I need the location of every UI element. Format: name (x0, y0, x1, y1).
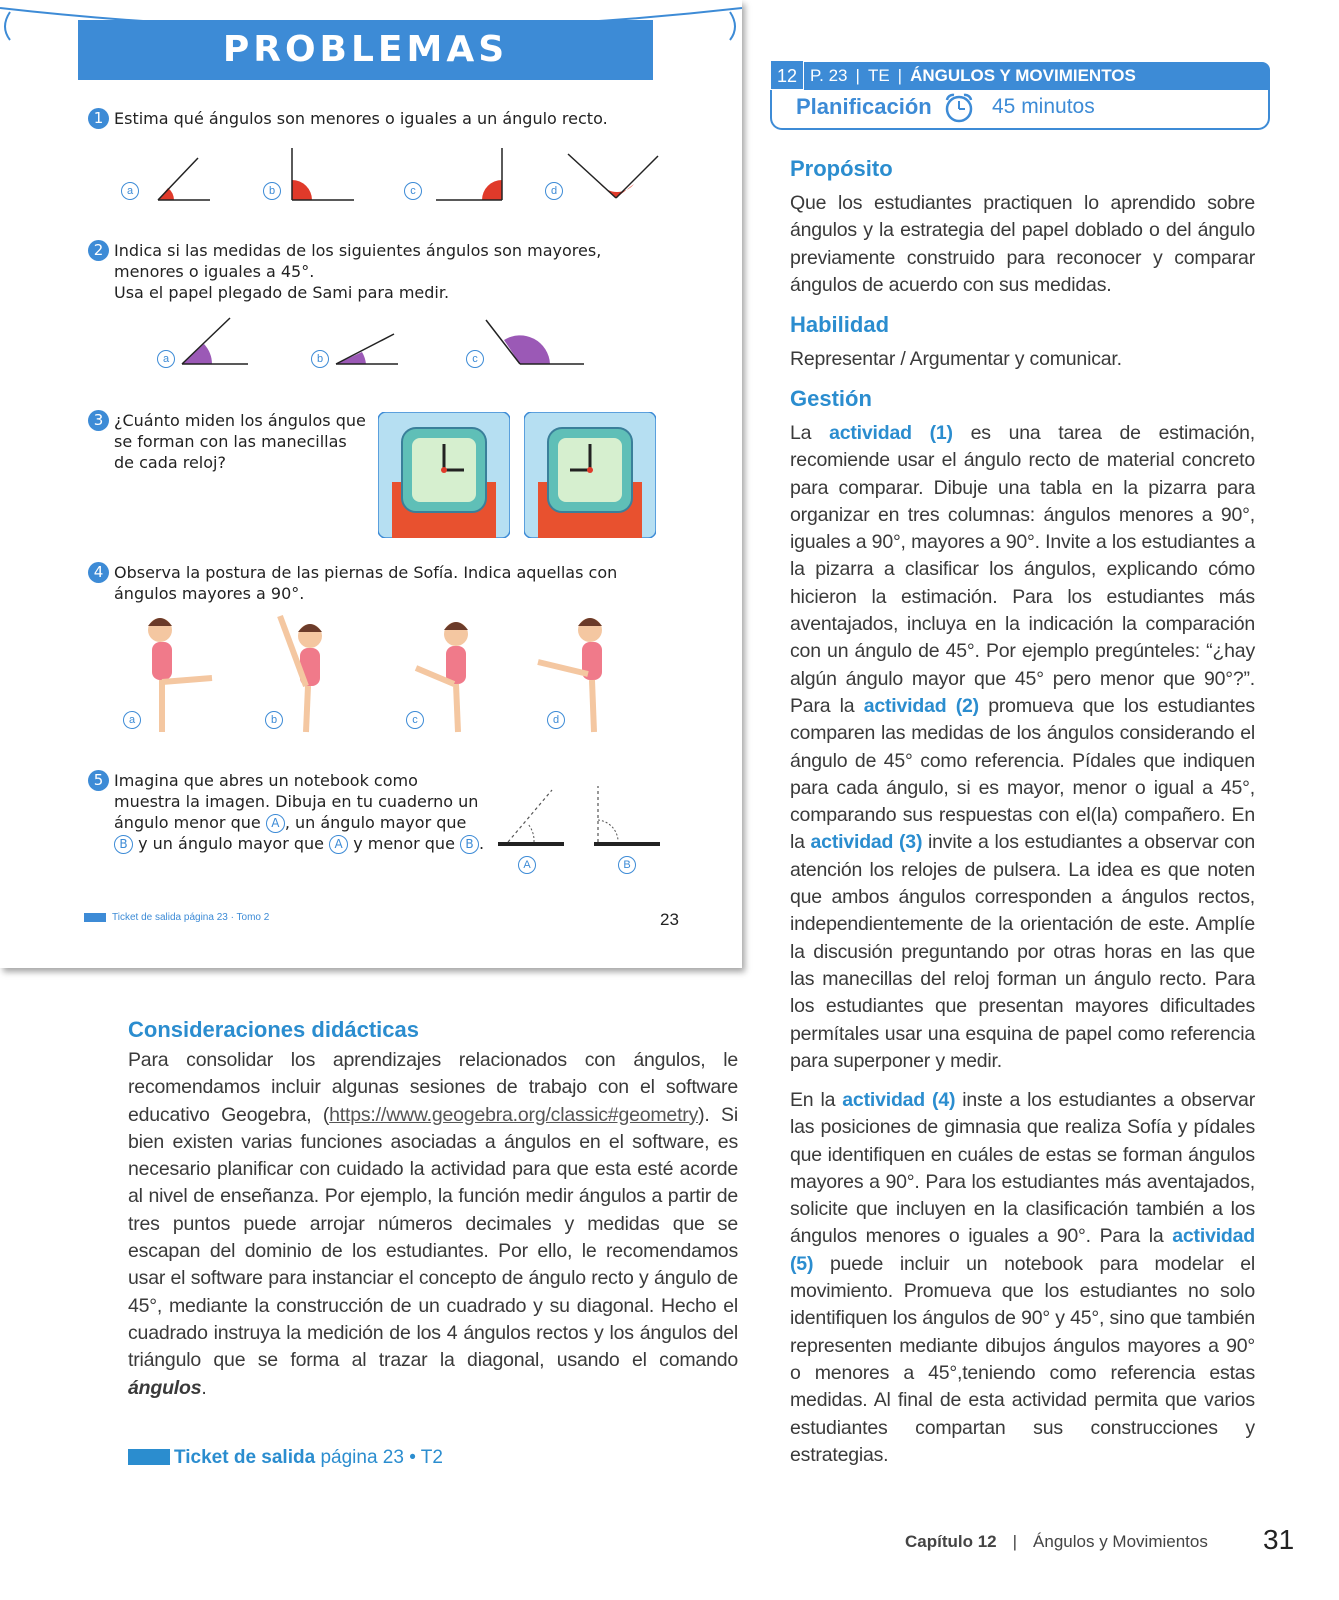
gymnast-figures (120, 612, 660, 737)
ticket-icon (128, 1449, 170, 1465)
problem-number: 5 (88, 770, 109, 791)
header-bar (770, 62, 1270, 90)
page-ref: P. 23 (810, 66, 848, 85)
habilidad-text: Representar / Argumentar y comunicar. (790, 348, 1122, 370)
problem-number: 1 (88, 108, 109, 129)
consideraciones-text: Para consolidar los aprendizajes relacionados con ángulos, le recomendamos incluir algunas sesiones de trabajo con el software educativo Geogebra, (https://www.geogebra.org/classic#geometry). Si bien existen varias funciones asociadas a ángulos en el software, es necesario planificar con cuidado la actividad para que esta esté acorde al nivel de enseñanza. Por ejemplo, la función medir ángulos a partir de tres puntos puede arrojar números decimales y medidas que se escapan del dominio de los estudiantes. Por ello, le recomendamos usar el software para instanciar el concepto de ángulo recto y ángulo de 45°, mediante la construcción de un cuadrado y su diagonal. Hecho el cuadrado instruya la medición de los 4 ángulos rectos y los ángulos del triángulo que se forma al trazar la diagonal, usando el comando ángulos. (128, 1049, 738, 1399)
gestion-heading: Gestión (790, 386, 872, 411)
option-b-badge: b (263, 182, 281, 200)
option-a-badge: a (123, 711, 141, 729)
figure-label-b: B (618, 856, 636, 874)
chapter-label: Capítulo 12 (905, 1532, 997, 1551)
habilidad-heading: Habilidad (790, 312, 890, 337)
problem-1-angles-figure (110, 148, 670, 208)
problem-line: Observa la postura de las piernas de Sofía. Indica aquellas con (114, 563, 618, 582)
option-a-badge: a (121, 182, 139, 200)
te-label: TE (867, 66, 890, 85)
problem-line: ¿Cuánto miden los ángulos que (114, 411, 366, 430)
geogebra-link[interactable]: https://www.geogebra.org/classic#geometry (329, 1103, 699, 1126)
activity-ref: actividad (1) (829, 422, 953, 444)
command-name: ángulos (128, 1376, 202, 1399)
footer-ticket-text: Ticket de salida página 23 · Tomo 2 (112, 912, 270, 923)
reference-circle-b: B (114, 835, 133, 854)
student-page (0, 0, 742, 968)
option-d-badge: d (547, 711, 565, 729)
reference-circle-a: A (329, 835, 348, 854)
problem-line: de cada reloj? (114, 453, 226, 472)
student-page-number: 23 (660, 910, 679, 929)
problem-line: . (479, 834, 485, 853)
problem-line: y un ángulo mayor que (133, 834, 330, 853)
activity-ref: actividad (2) (863, 694, 979, 717)
problem-text: Estima qué ángulos son menores o iguales a un ángulo recto. (114, 109, 608, 128)
problem-number: 4 (88, 562, 109, 583)
student-footer-ticket (84, 912, 269, 923)
header-line (810, 62, 1136, 90)
activity-ref: actividad (4) (842, 1089, 956, 1111)
proposito-heading: Propósito (790, 156, 893, 181)
ticket-rest: página 23 • T2 (315, 1447, 443, 1468)
problem-line: Imagina que abres un notebook como (114, 771, 418, 790)
lesson-header (770, 62, 1270, 128)
problem-line: muestra la imagen. Dibuja en tu cuaderno un (114, 792, 479, 811)
watch-illustration-2 (524, 412, 656, 538)
planning-label: Planificación (796, 94, 932, 119)
problem-line: ángulos mayores a 90°. (114, 584, 305, 603)
problem-2-angles-figure (170, 312, 600, 372)
problem-5 (88, 770, 484, 854)
problem-number: 2 (88, 240, 109, 261)
planning-time: 45 minutos (992, 95, 1095, 118)
watch-illustration-1 (378, 412, 510, 538)
consideraciones-heading: Consideraciones didácticas (128, 1017, 419, 1042)
notebook-angle-figure (494, 780, 670, 860)
option-a-badge: a (157, 350, 175, 368)
option-b-badge: b (265, 711, 283, 729)
separator: | (855, 66, 860, 85)
chapter-title: Ángulos y Movimientos (1033, 1532, 1208, 1551)
separator: | (897, 66, 903, 85)
planning-row (770, 90, 1270, 130)
alarm-clock-icon (942, 92, 976, 124)
page-footer (905, 1532, 1208, 1552)
option-c-badge: c (404, 182, 422, 200)
problem-1 (88, 108, 608, 129)
topic-title: ÁNGULOS Y MOVIMIENTOS (910, 66, 1136, 85)
reference-circle-b: B (460, 835, 479, 854)
ticket-bold: Ticket de salida (174, 1447, 316, 1468)
problem-3 (88, 410, 366, 473)
activity-ref: actividad (5) (790, 1225, 1255, 1275)
separator: | (1012, 1532, 1018, 1551)
problem-line: Indica si las medidas de los siguientes ángulos son mayores, (114, 241, 602, 260)
problem-number: 3 (88, 410, 109, 431)
gestion-paragraph-2: En la actividad (4) inste a los estudiantes a observar las posiciones de gimnasia que realiza Sofía y pídales que identifiquen en cuáles de estas se forman ángulos mayores a 90°. Para los estudiantes más aventajados, solicite que incluyen en la clasificación también a los ángulos menores o iguales a 90°. Para la actividad (5) puede incluir un notebook para modelar el movimiento. Promueva que los estudiantes no solo identifiquen los ángulos de 90° y 45°, sino que también representen mediante dibujos ángulos mayores a 90° o menores a 45°,teniendo como referencia estas medidas. Al final de esta actividad permita que varios estudiantes compartan sus construcciones y estrategias. (790, 1089, 1255, 1466)
reference-circle-a: A (266, 814, 285, 833)
option-d-badge: d (545, 182, 563, 200)
option-b-badge: b (311, 350, 329, 368)
problem-line: , un ángulo mayor que (284, 813, 467, 832)
option-c-badge: c (466, 350, 484, 368)
problem-line: Usa el papel plegado de Sami para medir. (114, 283, 450, 302)
problem-4 (88, 562, 617, 604)
exit-ticket (128, 1447, 443, 1469)
activity-ref: actividad (3) (810, 831, 923, 854)
page-number: 31 (1263, 1524, 1295, 1555)
figure-label-a: A (518, 856, 536, 874)
problem-line: y menor que (348, 834, 460, 853)
problem-line: menores o iguales a 45°. (114, 262, 315, 281)
problemas-banner: PROBLEMAS (78, 20, 653, 80)
proposito-text: Que los estudiantes practiquen lo aprendido sobre ángulos y la estrategia del papel doblado o del ángulo previamente construido para reconocer y comparar ángulos de acuerdo con sus medidas. (790, 192, 1255, 296)
gestion-paragraph-1: La actividad (1) es una tarea de estimación, recomiende usar el ángulo recto de material concreto para comparar. Dibuje una tabla en la pizarra para organizar en tres columnas: ángulos menores a 90°, iguales a 90°, mayores a 90°. Invite a los estudiantes a la pizarra a clasificar los ángulos, explicando cómo hicieron la estimación. Para los estudiantes más aventajados, incluya en la indicación la comparación con un ángulo de 45°. Por ejemplo pregúnteles: “¿hay algún ángulo mayor que 45° pero menor que 90°?”. Para la actividad (2) promueva que los estudiantes comparen las medidas de los ángulos considerando el ángulo de 45° como referencia. Pídales que indiquen para cada ángulo, si es mayor, menor o igual a 45°, comparando sus respuestas con el(la) compañero. En la actividad (3) invite a los estudiantes a observar con atención los relojes de pulsera. La idea es que noten que ambos ángulos corresponden a ángulos rectos, independientemente de la orientación de este. Amplíe la discusión preguntando por otras horas en las que las manecillas del reloj forman un ángulo recto. Para los estudiantes que presentan mayores dificultades permítales usar una esquina de papel como referencia para superponer y medir. (790, 422, 1256, 1072)
lesson-number: 12 (770, 60, 804, 90)
option-c-badge: c (406, 711, 424, 729)
ticket-icon (84, 913, 106, 922)
problem-line: se forman con las manecillas (114, 432, 347, 451)
problem-line: ángulo menor que (114, 813, 266, 832)
problem-2 (88, 240, 601, 303)
